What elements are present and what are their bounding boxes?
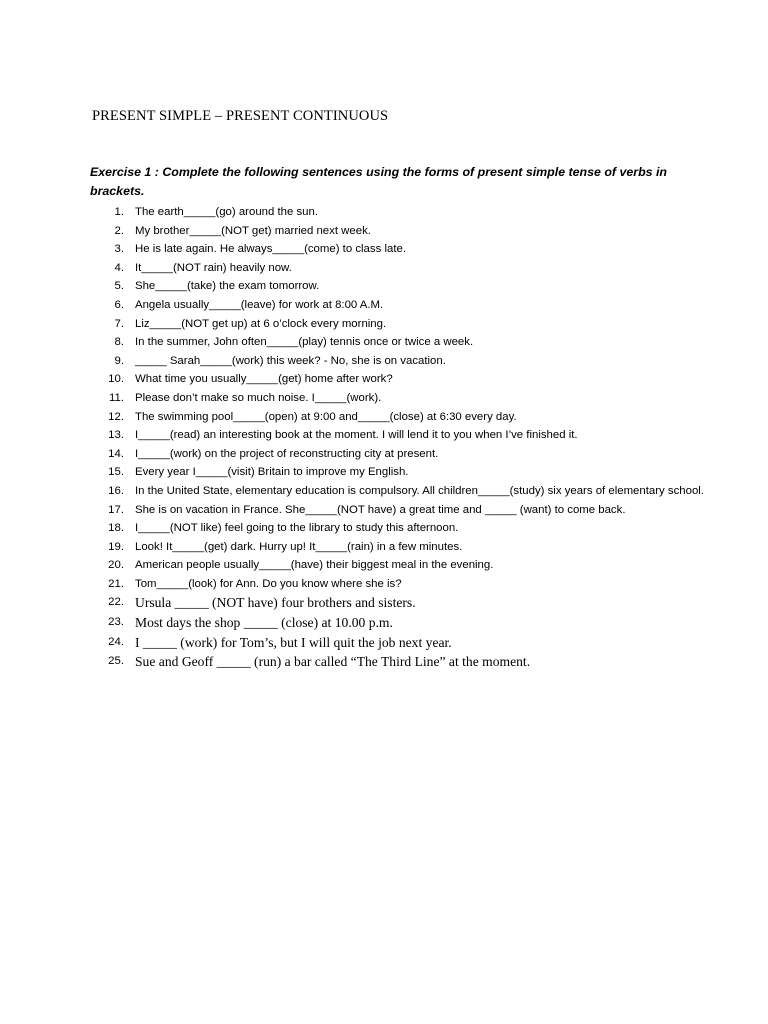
exercise-text: I _____ (work) for Tom’s, but I will quit the job next year. <box>135 634 452 650</box>
exercise-item <box>96 408 716 427</box>
exercise-number: 9. <box>114 354 124 367</box>
document-title: PRESENT SIMPLE – PRESENT CONTINUOUS <box>92 108 389 124</box>
exercise-item <box>96 352 716 371</box>
exercise-text: Angela usually_____(leave) for work at 8:00 A.M. <box>135 298 384 311</box>
exercise-item <box>96 240 716 259</box>
exercise-item <box>96 277 716 296</box>
exercise-text: The earth_____(go) around the sun. <box>135 206 319 218</box>
exercise-number: 13. <box>108 429 124 442</box>
exercise-number: 12. <box>108 410 124 423</box>
exercise-item <box>96 556 716 575</box>
exercise-item <box>96 482 716 501</box>
exercise-number: 2. <box>114 224 124 237</box>
exercise-number: 18. <box>108 522 124 535</box>
exercise-item <box>96 538 716 557</box>
exercise-number: 21. <box>108 577 124 590</box>
exercise-item <box>96 426 716 445</box>
exercise-text: Liz_____(NOT get up) at 6 o’clock every morning. <box>135 317 387 330</box>
exercise-text: Ursula _____ (NOT have) four brothers and sisters. <box>135 595 416 611</box>
exercise-item <box>96 652 716 672</box>
exercise-number: 15. <box>108 466 124 479</box>
exercise-number: 24. <box>108 635 124 648</box>
exercise-number: 10. <box>108 373 124 386</box>
exercise-item <box>96 370 716 389</box>
exercise-number: 3. <box>114 243 124 256</box>
exercise-list <box>96 203 716 672</box>
exercise-number: 7. <box>114 317 124 330</box>
exercise-item <box>96 445 716 464</box>
exercise-text: What time you usually_____(get) home after work? <box>135 373 393 386</box>
exercise-number: 6. <box>114 298 124 311</box>
exercise-item <box>96 389 716 408</box>
exercise-number: 25. <box>108 655 124 668</box>
exercise-item <box>96 575 716 594</box>
exercise-item <box>96 222 716 241</box>
exercise-number: 23. <box>108 616 124 629</box>
exercise-item <box>96 333 716 352</box>
exercise-text: In the United State, elementary education is compulsory. All children_____(study) six years of elementary school. <box>135 484 704 497</box>
exercise-item <box>96 519 716 538</box>
exercise-text: Please don’t make so much noise. I_____(work). <box>135 391 382 404</box>
exercise-text: Every year I_____(visit) Britain to improve my English. <box>135 466 409 479</box>
exercise-item <box>96 463 716 482</box>
exercise-number: 14. <box>108 447 124 460</box>
exercise-text: It_____(NOT rain) heavily now. <box>135 261 292 274</box>
exercise-item <box>96 593 716 613</box>
exercise-text: I_____(work) on the project of reconstructing city at present. <box>135 447 439 460</box>
exercise-text: Look! It_____(get) dark. Hurry up! It_____(rain) in a few minutes. <box>135 540 463 553</box>
exercise-text: I_____(NOT like) feel going to the library to study this afternoon. <box>135 522 459 535</box>
exercise-text: She is on vacation in France. She_____(NOT have) a great time and _____ (want) to come back. <box>135 503 626 516</box>
exercise-number: 4. <box>114 261 124 274</box>
exercise-text: _____ Sarah_____(work) this week? - No, she is on vacation. <box>135 354 446 367</box>
exercise-item <box>96 315 716 334</box>
exercise-text: The swimming pool_____(open) at 9:00 and_____(close) at 6:30 every day. <box>135 410 517 423</box>
exercise-text: In the summer, John often_____(play) tennis once or twice a week. <box>135 336 474 349</box>
exercise-number: 11. <box>109 391 124 404</box>
exercise-text: Tom_____(look) for Ann. Do you know where she is? <box>135 577 402 590</box>
exercise-instructions: Exercise 1 : Complete the following sentences using the forms of present simple tense of verbs in brackets. <box>90 165 667 198</box>
exercise-number: 5. <box>114 280 124 293</box>
exercise-text: Most days the shop _____ (close) at 10.00 p.m. <box>135 615 393 631</box>
exercise-item <box>96 203 716 222</box>
exercise-item <box>96 501 716 520</box>
exercise-item <box>96 259 716 278</box>
exercise-number: 17. <box>108 503 124 516</box>
exercise-number: 16. <box>108 484 124 497</box>
exercise-number: 20. <box>108 559 124 572</box>
exercise-text: He is late again. He always_____(come) to class late. <box>135 243 406 256</box>
exercise-number: 19. <box>108 540 124 553</box>
exercise-number: 1. <box>114 206 124 218</box>
exercise-text: I_____(read) an interesting book at the moment. I will lend it to you when I’ve finished it. <box>135 429 578 442</box>
exercise-item <box>96 633 716 653</box>
exercise-text: She_____(take) the exam tomorrow. <box>135 280 320 293</box>
exercise-number: 8. <box>114 336 124 349</box>
exercise-text: American people usually_____(have) their biggest meal in the evening. <box>135 559 494 572</box>
exercise-text: My brother_____(NOT get) married next week. <box>135 224 371 237</box>
exercise-item <box>96 613 716 633</box>
exercise-text: Sue and Geoff _____ (run) a bar called “The Third Line” at the moment. <box>135 654 531 670</box>
exercise-number: 22. <box>108 596 124 609</box>
exercise-item <box>96 296 716 315</box>
